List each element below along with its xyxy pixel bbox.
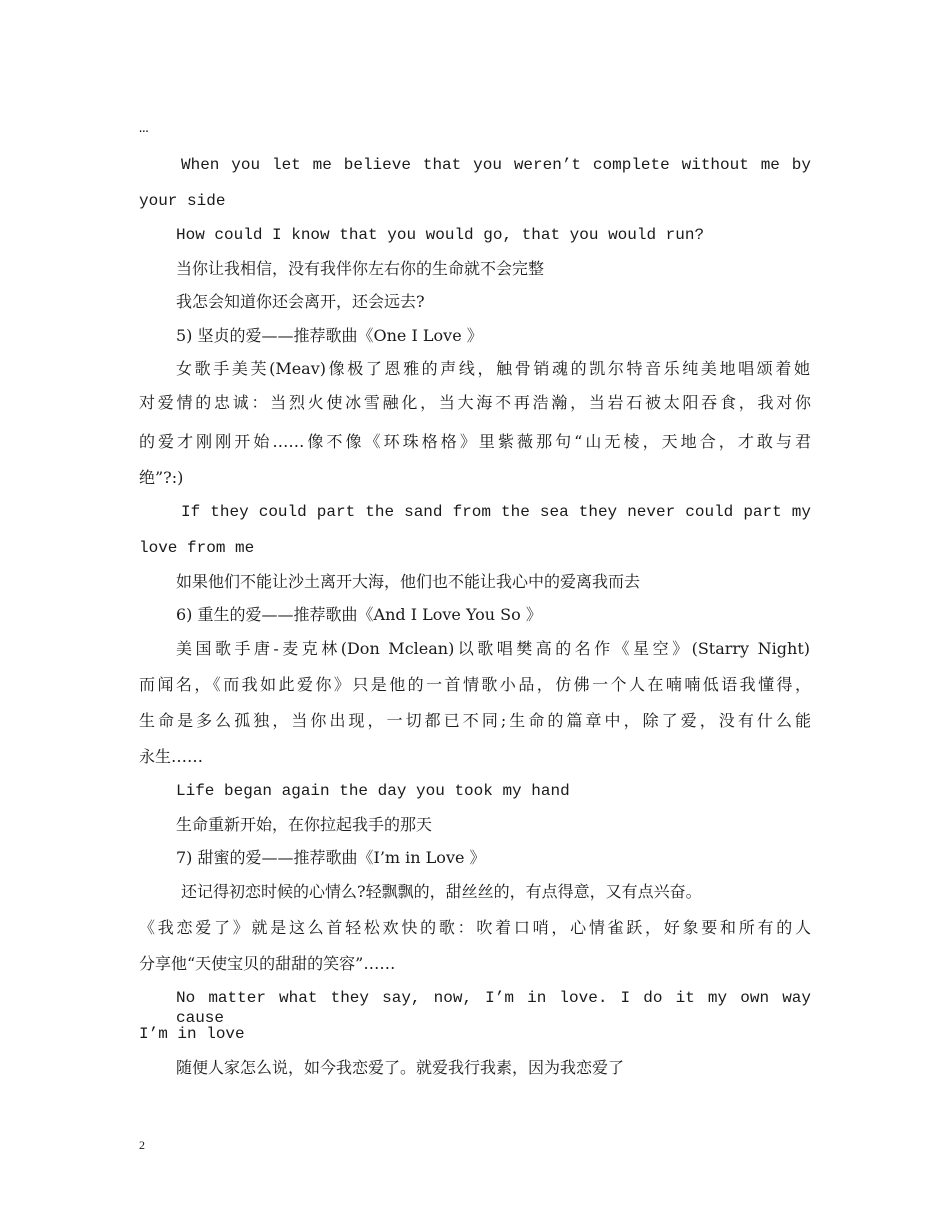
lyric-line: When you let me believe that you weren’t complete without me by (181, 156, 811, 174)
lyric-line: No matter what they say, now, I’m in love. I do it my own way cause (176, 989, 811, 1027)
translation-line: 生命重新开始，在你拉起我手的那天 (176, 815, 433, 834)
lyric-line: If they could part the sand from the sea they never could part my (181, 503, 811, 521)
lyric-line: your side (139, 192, 226, 210)
paragraph-line: 对爱情的忠诚：当烈火使冰雪融化，当大海不再浩瀚，当岩石被太阳吞食，我对你 (139, 393, 811, 412)
paragraph-line: 《我恋爱了》就是这么首轻松欢快的歌：吹着口哨，心情雀跃，好象要和所有的人 (139, 918, 811, 937)
paragraph-line: 绝”?:) (139, 468, 184, 487)
translation-line: 如果他们不能让沙土离开大海，他们也不能让我心中的爱离我而去 (176, 572, 641, 591)
section-heading: 6) 重生的爱——推荐歌曲《And I Love You So 》 (176, 605, 542, 624)
paragraph-line: 的爱才刚刚开始……像不像《环珠格格》里紫薇那句“山无棱，天地合，才敢与君 (139, 432, 811, 451)
lyric-line: I’m in love (139, 1025, 245, 1043)
page-number: 2 (139, 1138, 145, 1152)
lyric-line: How could I know that you would go, that you would run? (176, 226, 705, 244)
ellipsis-line: … (139, 119, 149, 137)
lyric-line: Life began again the day you took my hand (176, 782, 570, 800)
paragraph-line: 而闻名，《而我如此爱你》只是他的一首情歌小品，仿佛一个人在喃喃低语我懂得， (139, 675, 811, 694)
paragraph-line: 分享他“天使宝贝的甜甜的笑容”…… (139, 954, 396, 973)
translation-line: 当你让我相信，没有我伴你左右你的生命就不会完整 (176, 259, 545, 278)
paragraph-line: 永生…… (139, 747, 204, 766)
section-heading: 5) 坚贞的爱——推荐歌曲《One I Love 》 (176, 326, 483, 345)
section-heading: 7) 甜蜜的爱——推荐歌曲《I’m in Love 》 (176, 848, 486, 867)
paragraph-line: 女歌手美芙(Meav)像极了恩雅的声线，触骨销魂的凯尔特音乐纯美地唱颂着她 (176, 359, 810, 378)
lyric-line: love from me (139, 539, 255, 557)
translation-line: 我怎会知道你还会离开，还会远去? (176, 292, 425, 311)
paragraph-line: 还记得初恋时候的心情么?轻飘飘的，甜丝丝的，有点得意，又有点兴奋。 (181, 882, 702, 901)
paragraph-line: 美国歌手唐-麦克林(Don Mclean)以歌唱樊高的名作《星空》(Starry Night) (176, 639, 810, 658)
translation-line: 随便人家怎么说，如今我恋爱了。就爱我行我素，因为我恋爱了 (176, 1058, 625, 1077)
paragraph-line: 生命是多么孤独，当你出现，一切都已不同;生命的篇章中，除了爱，没有什么能 (139, 711, 811, 730)
